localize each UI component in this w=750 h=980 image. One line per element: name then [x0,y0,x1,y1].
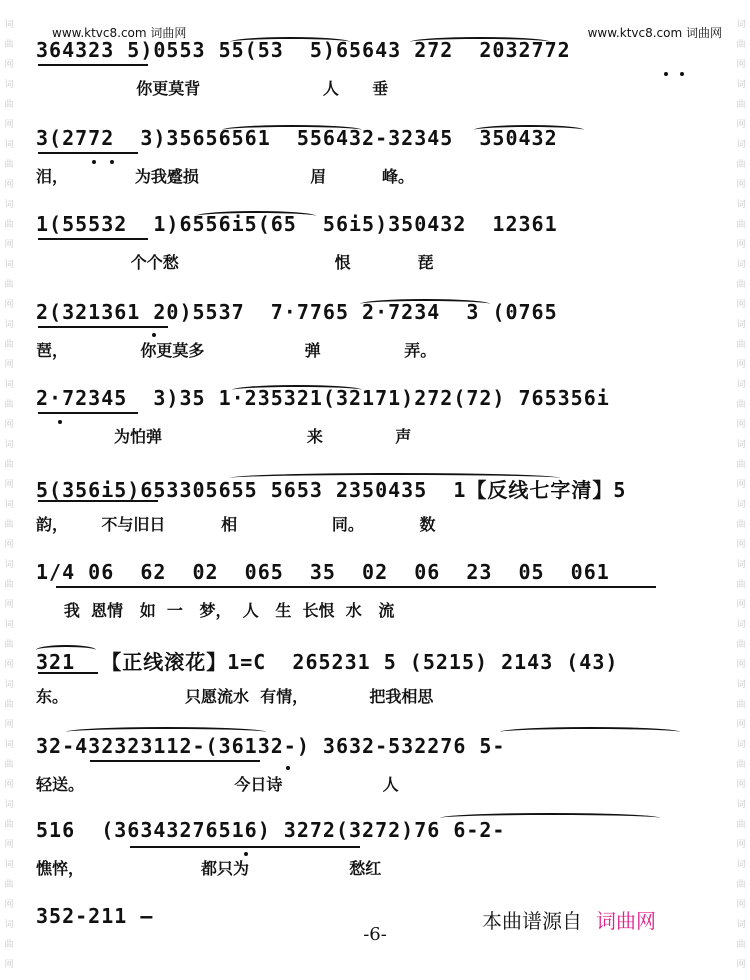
source-label: 本曲谱源自 [482,909,582,933]
beam-underline [130,846,360,848]
lyrics-line: 东。 只愿流水 有情， 把我相思 [36,687,434,706]
watermark-glyph: 网 [4,660,14,670]
source-brand-link[interactable]: 词曲网 [596,909,656,933]
watermark-glyph: 网 [736,540,746,550]
slur-arc [196,211,316,221]
watermark-glyph: 词 [736,740,746,750]
lyrics-line: 个个愁 恨 琵 [36,253,434,272]
watermark-glyph: 曲 [736,220,746,230]
beam-underline [56,586,656,588]
lyrics-line: 你更莫背 人 垂 [36,79,389,98]
slur-arc [500,727,680,737]
beam-underline [38,672,98,674]
watermark-glyph: 网 [736,120,746,130]
watermark-glyph: 网 [4,60,14,70]
watermark-glyph: 网 [736,480,746,490]
slur-arc [36,645,96,655]
numbered-notation: 2·72345 3)35 1·235321(32171)272(72) 765356i [36,386,610,410]
watermark-glyph: 词 [736,200,746,210]
lyrics-line: 泪， 为我蹙损 眉 峰。 [36,167,414,186]
slur-arc [230,473,560,483]
numbered-notation: 1(55532 1)6556i5(65 56i5)350432 12361 [36,212,558,236]
octave-dot [286,766,290,770]
watermark-glyph: 网 [4,120,14,130]
watermark-glyph: 词 [736,620,746,630]
slur-arc [230,37,350,47]
octave-dot [680,72,684,76]
numbered-notation: 364323 5)0553 55(53 5)65643 272 2032772 [36,38,571,62]
slur-arc [232,385,362,395]
slur-arc [440,813,660,823]
watermark-glyph: 词 [736,140,746,150]
watermark-glyph: 网 [4,420,14,430]
beam-underline [90,760,260,762]
watermark-glyph: 词 [4,200,14,210]
watermark-glyph: 网 [736,420,746,430]
watermark-glyph: 曲 [736,460,746,470]
beam-underline [38,326,168,328]
right-watermark-column [734,20,748,980]
watermark-glyph: 词 [4,800,14,810]
watermark-glyph: 词 [736,260,746,270]
watermark-glyph: 曲 [736,100,746,110]
watermark-glyph: 词 [4,920,14,930]
watermark-glyph: 词 [736,440,746,450]
watermark-glyph: 曲 [4,820,14,830]
watermark-glyph: 曲 [736,820,746,830]
watermark-glyph: 网 [4,540,14,550]
watermark-glyph: 网 [4,900,14,910]
watermark-glyph: 网 [4,720,14,730]
watermark-glyph: 词 [736,380,746,390]
watermark-glyph: 词 [4,380,14,390]
watermark-glyph: 网 [736,240,746,250]
watermark-glyph: 词 [4,140,14,150]
numbered-notation: 32-432323112-(36132-) 3632-532276 5- [36,734,506,758]
watermark-glyph: 曲 [4,580,14,590]
octave-dot [244,852,248,856]
watermark-glyph: 曲 [736,40,746,50]
watermark-glyph: 曲 [4,520,14,530]
watermark-glyph: 曲 [736,700,746,710]
watermark-glyph: 网 [736,180,746,190]
slur-arc [474,125,584,135]
watermark-glyph: 词 [4,860,14,870]
watermark-glyph: 词 [736,860,746,870]
octave-dot [664,72,668,76]
watermark-glyph: 词 [736,800,746,810]
watermark-glyph: 曲 [4,640,14,650]
watermark-left: www.ktvc8.com 词曲网 [52,26,187,40]
beam-underline [38,412,138,414]
watermark-glyph: 网 [736,900,746,910]
watermark-glyph: 网 [4,780,14,790]
lyrics-line: 憔悴， 都只为 愁红 [36,859,382,878]
beam-underline [38,500,158,502]
watermark-glyph: 词 [736,80,746,90]
watermark-glyph: 曲 [4,160,14,170]
watermark-glyph: 曲 [736,760,746,770]
watermark-glyph: 曲 [736,640,746,650]
beam-underline [38,64,148,66]
watermark-glyph: 曲 [736,400,746,410]
numbered-notation: 2(321361 20)5537 7·7765 2·7234 3 (0765 [36,300,558,324]
watermark-glyph: 曲 [4,760,14,770]
watermark-glyph: 词 [4,80,14,90]
numbered-notation: 3(2772 3)35656561 556432-32345 350432 [36,126,558,150]
watermark-glyph: 词 [4,440,14,450]
watermark-glyph: 曲 [736,940,746,950]
octave-dot [110,160,114,164]
watermark-glyph: 词 [4,560,14,570]
watermark-glyph: 网 [4,180,14,190]
watermark-glyph: 网 [4,240,14,250]
watermark-glyph: 曲 [4,460,14,470]
watermark-glyph: 词 [736,560,746,570]
slur-arc [360,299,490,309]
octave-dot [92,160,96,164]
watermark-glyph: 网 [736,660,746,670]
slur-arc [222,125,362,135]
watermark-glyph: 网 [736,360,746,370]
watermark-glyph: 网 [736,720,746,730]
octave-dot [58,420,62,424]
watermark-glyph: 网 [4,300,14,310]
numbered-notation: 516 (36343276516) 3272(3272)76 6-2- [36,818,506,842]
watermark-glyph: 曲 [4,940,14,950]
watermark-glyph: 曲 [4,340,14,350]
watermark-glyph: 曲 [736,520,746,530]
watermark-glyph: 词 [4,320,14,330]
page-number: -6- [363,924,387,945]
watermark-glyph: 网 [736,60,746,70]
watermark-glyph: 网 [736,960,746,970]
watermark-glyph: 曲 [4,880,14,890]
watermark-glyph: 词 [4,260,14,270]
numbered-notation: 352-211 — [36,904,154,928]
lyrics-line: 轻送。 今日诗 人 [36,775,399,794]
watermark-glyph: 网 [736,780,746,790]
watermark-glyph: 词 [736,500,746,510]
lyrics-line: 琶， 你更莫多 弹 弄。 [36,341,437,360]
watermark-glyph: 词 [4,680,14,690]
watermark-glyph: 词 [4,500,14,510]
watermark-glyph: 词 [4,20,14,30]
watermark-glyph: 曲 [4,40,14,50]
watermark-glyph: 网 [4,840,14,850]
beam-underline [38,238,148,240]
watermark-glyph: 曲 [4,700,14,710]
watermark-glyph: 词 [736,680,746,690]
watermark-glyph: 曲 [736,340,746,350]
numbered-notation: 5(356i5)653305655 5653 2350435 1【反线七字清】5 [36,478,627,502]
watermark-glyph: 网 [4,600,14,610]
lyrics-line: 我 恩情 如 一 梦， 人 生 长恨 水 流 [36,601,395,620]
beam-underline [38,152,138,154]
watermark-glyph: 词 [736,320,746,330]
watermark-glyph: 曲 [4,400,14,410]
watermark-glyph: 曲 [736,580,746,590]
slur-arc [66,727,266,737]
watermark-glyph: 词 [736,20,746,30]
watermark-glyph: 网 [736,300,746,310]
watermark-glyph: 曲 [4,100,14,110]
octave-dot [152,333,156,337]
watermark-glyph: 词 [4,620,14,630]
numbered-notation: 321 【正线滚花】1=C 265231 5 (5215) 2143 (43) [36,650,619,674]
watermark-glyph: 词 [4,740,14,750]
numbered-notation: 1/4 06 62 02 065 35 02 06 23 05 061 [36,560,610,584]
watermark-right: www.ktvc8.com 词曲网 [587,26,722,40]
watermark-glyph: 曲 [4,280,14,290]
watermark-glyph: 网 [4,480,14,490]
slur-arc [410,37,550,47]
lyrics-line: 韵， 不与旧日 相 同。 数 [36,515,436,534]
left-watermark-column [2,20,16,980]
watermark-glyph: 曲 [736,280,746,290]
lyrics-line: 为怕弹 来 声 [36,427,412,446]
watermark-glyph: 网 [736,840,746,850]
watermark-glyph: 网 [736,600,746,610]
watermark-glyph: 曲 [4,220,14,230]
watermark-glyph: 曲 [736,160,746,170]
watermark-glyph: 网 [4,360,14,370]
watermark-glyph: 网 [4,960,14,970]
watermark-glyph: 曲 [736,880,746,890]
watermark-glyph: 词 [736,920,746,930]
